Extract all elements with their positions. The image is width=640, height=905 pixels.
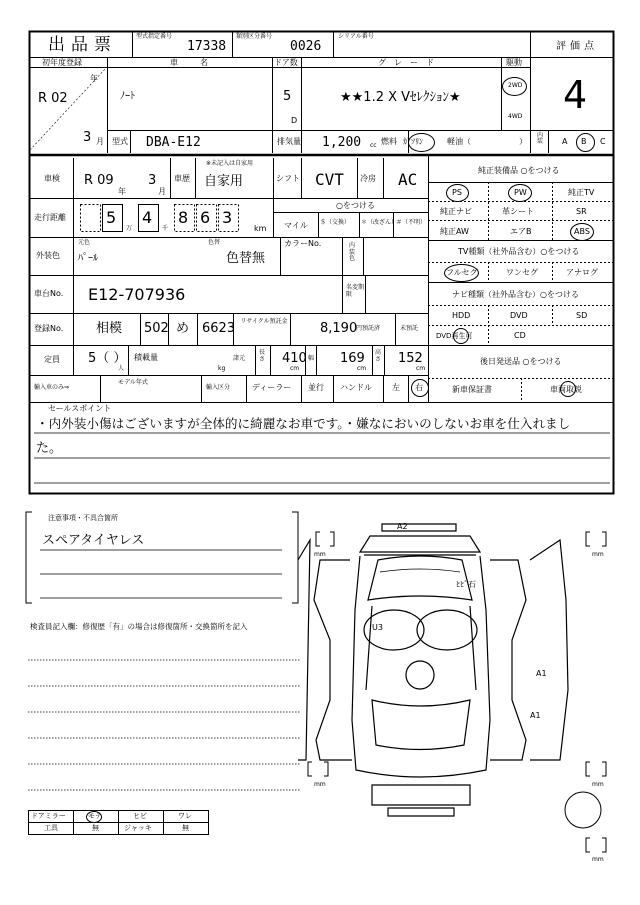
damage-u3: U3 <box>372 623 383 632</box>
equip-ps: PS <box>452 188 462 197</box>
shift-label: シフト <box>276 174 300 183</box>
color-label: 外装色 <box>36 251 60 260</box>
shift: CVT <box>315 170 344 189</box>
modified-option: ＊（改ざん） <box>361 219 398 226</box>
import-class-label: 輸入区分 <box>206 384 231 391</box>
drive-label: 駆動 <box>506 58 522 67</box>
drive-2wd-circle <box>502 77 527 96</box>
equip-aw: 純正AW <box>440 227 469 236</box>
model-no: 17338 <box>187 39 227 54</box>
handle-right: 右 <box>415 383 423 392</box>
exchange-option: ＄（交換） <box>320 219 351 226</box>
km-unit: km <box>254 224 267 233</box>
dims-label: 諸元 <box>233 355 246 362</box>
interior-b-circle <box>576 133 595 152</box>
fuel-label: 燃料 <box>381 137 397 146</box>
shaken-year-label: 年 <box>118 187 126 196</box>
cc-unit: cc <box>370 142 377 149</box>
name-change-label: 名変期限 <box>346 284 365 299</box>
length-label: 長さ <box>259 349 266 363</box>
grade-eval-label: 評価点 <box>556 41 598 52</box>
mileage-digit-3: 8 <box>178 208 189 227</box>
equip-airbag: エアB <box>510 227 532 236</box>
interior-a: A <box>562 137 568 146</box>
handle-label: ハンドル <box>340 383 372 392</box>
length: 410 <box>282 351 307 366</box>
first-reg-year-label: 年 <box>90 74 98 83</box>
doors-label: ドア数 <box>274 58 298 67</box>
circle-instruction: ○をつける <box>336 201 375 210</box>
equip-abs: ABS <box>574 227 590 236</box>
equip-abs-circle <box>570 223 594 241</box>
first-reg-era: R 02 <box>38 91 68 106</box>
reg-label: 登録No. <box>34 324 64 333</box>
mileage-digit-5: 3 <box>222 208 233 227</box>
recycle-label: リサイクル預託金 <box>240 318 288 325</box>
import-label: 輸入車のみ⇒ <box>34 384 70 391</box>
handle-right-circle <box>411 379 429 397</box>
displacement-label: 排気量 <box>277 137 301 146</box>
mm-front-left: mm <box>314 551 326 558</box>
interior-b: B <box>581 137 587 146</box>
mileage-sen-unit: 千 <box>162 225 169 232</box>
repaint-label: 色替 <box>208 239 221 246</box>
ac-label: 冷房 <box>360 174 376 183</box>
vehicle-manual: 車両取説 <box>550 385 582 394</box>
capacity: 5（ ） <box>88 351 127 366</box>
car-name-label: 車名 <box>170 58 230 67</box>
genuine-equip-title: 純正装備品 ○をつける <box>478 166 560 175</box>
history: 自家用 <box>204 174 244 189</box>
mirror-mote-circle <box>86 811 102 823</box>
navi-dvd: DVD <box>510 311 528 320</box>
plate: E12-707936 <box>88 285 186 304</box>
width: 169 <box>340 351 365 366</box>
orig-color: ﾊﾟｰﾙ <box>78 253 98 264</box>
tv-type-title: TV種類（社外品含む）○をつける <box>458 247 580 256</box>
sales-point-line-1: ・内外装小傷はございますが全体的に綺麗なお車です。・嫌なにおいのしないお車を仕入れまし <box>36 416 571 431</box>
shaken-label: 車検 <box>44 174 60 183</box>
new-car-warranty: 新車保証書 <box>452 385 492 394</box>
mm-front-right: mm <box>592 551 604 558</box>
dealer: ディーラー <box>252 383 292 392</box>
navi-sd: SD <box>576 311 588 320</box>
parallel: 並行 <box>308 383 324 392</box>
reg-class: 502 <box>144 321 169 336</box>
shaken-month: 3 <box>148 173 157 188</box>
damage-a1-bottom: A1 <box>530 711 541 720</box>
navi-hdd: HDD <box>452 311 471 320</box>
model-year-label: モデル年式 <box>118 379 148 386</box>
repaint: 色替無 <box>226 251 266 266</box>
interior-c: C <box>600 137 606 146</box>
equip-pw: PW <box>514 188 527 197</box>
first-reg-month: 3 <box>83 130 92 145</box>
mile-unit: マイル <box>284 221 308 230</box>
equip-sr: SR <box>576 207 587 216</box>
capacity-label: 定員 <box>44 355 60 364</box>
length-cm: cm <box>290 365 300 372</box>
history-note: ※未記入は自家用 <box>206 160 254 167</box>
model-no-label: 型式指定番号 <box>136 33 173 40</box>
car-name: ﾉｰﾄ <box>120 91 135 102</box>
ac: AC <box>398 170 418 189</box>
mileage-label: 走行距離 <box>34 213 66 222</box>
mileage-digit-1: 5 <box>106 208 117 227</box>
mileage-man-unit: 万 <box>126 225 133 232</box>
mirror-hibi: ヒビ <box>133 812 147 820</box>
plate-label: 車台No. <box>34 289 64 298</box>
reg-kana: め <box>176 321 190 336</box>
tv-oneseg: ワンセグ <box>506 268 538 277</box>
dvd-play-circle <box>453 328 469 344</box>
mileage-digit-4: 6 <box>200 208 211 227</box>
later-shipping-title: 後日発送品 ○をつける <box>480 357 562 366</box>
damage-hibi-ishi: ﾋﾋﾞ石 <box>456 580 476 589</box>
load-label: 積載量 <box>134 353 158 362</box>
jack-label: ジャッキ <box>124 824 152 832</box>
recycle-amount: 8,190 <box>320 321 358 336</box>
fuel-gasoline: ｶﾞｿﾘﾝ <box>403 137 423 146</box>
mirror-ware: ワレ <box>178 812 192 820</box>
door-type: D <box>291 116 298 125</box>
tools-label: 工具 <box>44 824 58 832</box>
mirror-label: ドアミラー <box>31 812 66 820</box>
orig-color-label: 元色 <box>78 239 91 246</box>
caution-text: スペアタイヤレス <box>42 533 145 548</box>
mm-rear-right: mm <box>592 781 604 788</box>
jack-none: 無 <box>182 824 189 832</box>
equip-pw-circle <box>508 184 532 202</box>
grade-eval-score: 4 <box>563 73 588 117</box>
shaken: R 09 <box>84 173 114 188</box>
height-label: 高さ <box>375 349 382 363</box>
reg-area: 相模 <box>96 321 123 336</box>
tv-analog: アナログ <box>566 268 598 277</box>
color-no-label: カラーNo. <box>284 239 322 248</box>
light-oil: 軽油（ <box>447 137 471 146</box>
navi-type-title: ナビ種類（社外品含む）○をつける <box>452 290 579 299</box>
width-label: 幅 <box>308 355 315 362</box>
first-reg-month-label: 月 <box>96 137 104 146</box>
class-no-label: 類別区分番号 <box>236 33 273 40</box>
tv-fullseg-circle <box>444 264 479 282</box>
type: DBA-E12 <box>146 135 201 150</box>
height-cm: cm <box>416 365 426 372</box>
class-no: 0026 <box>290 39 322 54</box>
interior-label: 内装 <box>537 132 544 145</box>
interior-color-label: 内装色 <box>349 242 356 263</box>
equip-ps-circle <box>446 184 469 202</box>
handle-left: 左 <box>392 383 400 392</box>
type-label: 型式 <box>112 137 128 146</box>
recycle-done: 円預託済 <box>356 325 381 332</box>
sales-point-label: セールスポイント <box>48 404 112 413</box>
mirror-mote: モテ <box>88 812 102 820</box>
sales-point-line-2: た。 <box>36 441 63 456</box>
first-reg-label: 初年度登録 <box>42 58 82 67</box>
dvd-play: DVD再生可 <box>436 332 473 340</box>
grade: ★★1.2 X Vｾﾚｸｼｮﾝ★ <box>340 90 461 105</box>
shaken-month-label: 月 <box>158 187 166 196</box>
drive-4wd: 4WD <box>508 113 523 120</box>
equip-tv: 純正TV <box>568 188 595 197</box>
mm-rear-left: mm <box>314 781 326 788</box>
grade-label: グレード <box>378 58 442 67</box>
kg-unit: kg <box>218 365 226 372</box>
drive-2wd: 2WD <box>508 82 523 89</box>
doors: 5 <box>283 89 292 104</box>
mileage-digit-2: 4 <box>142 208 153 227</box>
vehicle-manual-circle <box>560 381 576 397</box>
recycle-not: 未預託 <box>400 325 419 332</box>
tv-fullseg: フルセグ <box>446 268 478 277</box>
caution-label: 注意事項・不具合箇所 <box>48 514 118 522</box>
reg-number: 6623 <box>202 321 236 336</box>
history-label: 車歴 <box>174 174 190 183</box>
width-cm: cm <box>357 365 367 372</box>
damage-a2: A2 <box>397 522 408 531</box>
fuel-circle <box>408 133 435 152</box>
displacement: 1,200 <box>322 135 362 150</box>
height: 152 <box>398 351 423 366</box>
equip-navi: 純正ナビ <box>440 207 472 216</box>
mm-spare: mm <box>592 856 604 863</box>
inspector-label: 検査員記入欄：修復歴「有」の場合は修復箇所・交換箇所を記入 <box>30 622 248 631</box>
equip-leather: 革シート <box>502 207 534 216</box>
damage-a1-top: A1 <box>536 669 547 678</box>
unknown-option: ＃（不明） <box>396 219 427 226</box>
car-diagram <box>298 524 568 816</box>
sheet-title: 出品票 <box>48 35 117 55</box>
person-unit: 人 <box>118 365 125 372</box>
tools-none: 無 <box>92 824 99 832</box>
paren-close: ） <box>519 137 527 146</box>
serial-label: シリアル番号 <box>338 33 374 40</box>
cd: CD <box>514 331 526 340</box>
